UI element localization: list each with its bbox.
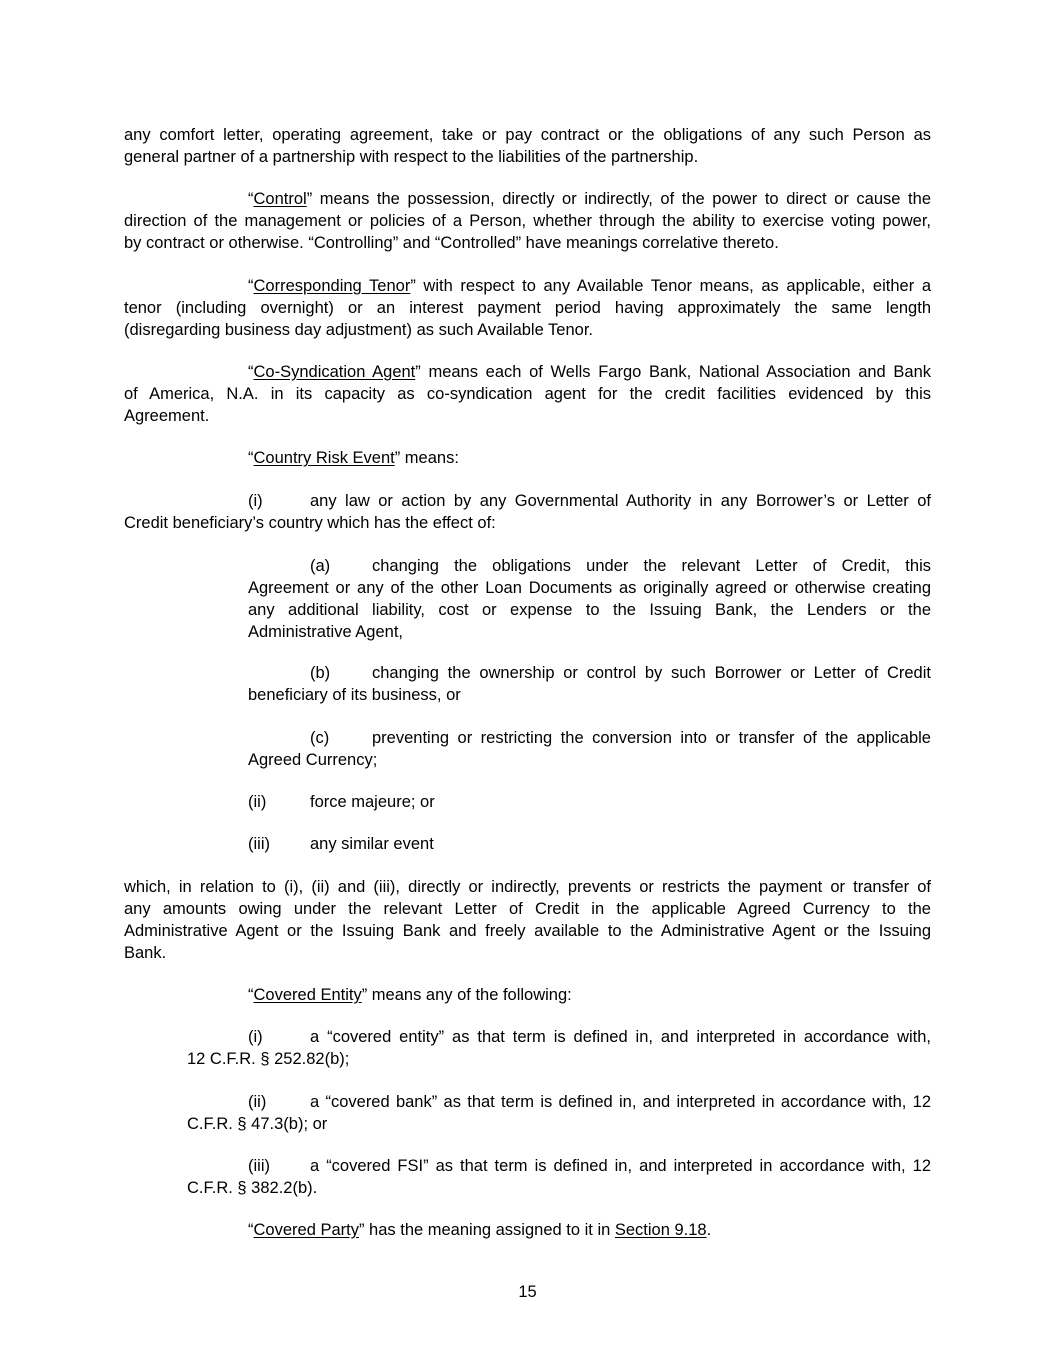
text-line [187, 1091, 931, 1113]
definition-text: ” means any of the following: [361, 986, 572, 1004]
definition-control [124, 188, 931, 254]
subclause-a [248, 555, 931, 643]
clause-text: force majeure; or [310, 793, 435, 811]
definition-country-risk-event [248, 447, 931, 469]
clause-label: (iii) [248, 835, 270, 853]
definition-text: ” with respect to any Available Tenor means, as applicable, either a [410, 277, 931, 295]
clause-ii [248, 791, 931, 813]
text-line: “Country Risk Event” means: [248, 449, 459, 467]
definition-text: . [706, 1221, 712, 1239]
definition-corresponding-tenor [124, 275, 931, 341]
text-line: any additional liability, cost or expense to the Issuing Bank, the Lenders or the [248, 601, 931, 619]
covered-entity-clause-ii [187, 1091, 931, 1135]
text-line: “Corresponding Tenor” with respect to any Available Tenor means, as applicable, either a [248, 277, 931, 295]
text-line [187, 1155, 931, 1177]
clause-label: (a) [310, 557, 331, 575]
clause-iii [248, 833, 931, 855]
definition-co-syndication-agent [124, 361, 931, 427]
clause-text: changing the obligations under the relevant Letter of Credit, this [372, 557, 931, 575]
text-line [248, 833, 931, 855]
clause-text: a “covered entity” as that term is defined in, and interpreted in accordance with, [310, 1028, 931, 1046]
clause-text: a “covered FSI” as that term is defined in, and interpreted in accordance with, 12 [310, 1157, 931, 1175]
definition-text: ” means each of Wells Fargo Bank, National Association and Bank [415, 363, 932, 381]
covered-entity-clause-i [187, 1026, 931, 1070]
clause-text: changing the ownership or control by such Borrower or Letter of Credit [372, 664, 931, 682]
clause-label: (c) [310, 729, 330, 747]
definition-text: ” means the possession, directly or indirectly, of the power to direct or cause the [306, 190, 931, 208]
text-line: Administrative Agent or the Issuing Bank and freely available to the Administrative Agent or the Issuing [124, 922, 931, 940]
subclause-b [248, 662, 931, 706]
text-line: “Covered Entity” means any of the following: [248, 986, 572, 1004]
paragraph-which [124, 876, 931, 964]
text-line: which, in relation to (i), (ii) and (iii), directly or indirectly, prevents or restricts the payment or transfer of [124, 878, 931, 896]
defined-term: Co-Syndication Agent [253, 363, 416, 381]
text-line: any amounts owing under the relevant Letter of Credit in the applicable Agreed Currency to the [124, 900, 931, 918]
clause-text: any similar event [310, 835, 434, 853]
text-line: general partner of a partnership with respect to the liabilities of the partnership. [124, 148, 699, 166]
clause-text: preventing or restricting the conversion into or transfer of the applicable [372, 729, 931, 747]
clause-label: (ii) [248, 1093, 267, 1111]
definition-covered-entity [248, 984, 931, 1006]
definition-covered-party [248, 1219, 931, 1241]
text-line: 12 C.F.R. § 252.82(b); [187, 1050, 350, 1068]
text-line: “Control” means the possession, directly or indirectly, of the power to direct or cause the [248, 190, 931, 208]
text-line: “Covered Party” has the meaning assigned to it in Section 9.18. [248, 1221, 712, 1239]
text-line: by contract or otherwise. “Controlling” and “Controlled” have meanings correlative thereto. [124, 234, 779, 252]
subclause-c [248, 727, 931, 771]
page-number: 15 [518, 1283, 537, 1301]
clause-text: any law or action by any Governmental Authority in any Borrower’s or Letter of [310, 492, 931, 510]
text-line: any comfort letter, operating agreement, take or pay contract or the obligations of any such Person as [124, 126, 931, 144]
clause-label: (b) [310, 664, 331, 682]
clause-label: (i) [248, 492, 263, 510]
clause-label: (ii) [248, 793, 267, 811]
text-line [187, 1026, 931, 1048]
text-line: C.F.R. § 382.2(b). [187, 1179, 318, 1197]
defined-term: Covered Party [253, 1221, 359, 1239]
paragraph-continuation [124, 124, 931, 168]
text-line: Administrative Agent, [248, 623, 403, 641]
text-line: Agreement or any of the other Loan Documents as originally agreed or otherwise creating [248, 579, 931, 597]
text-line: (disregarding business day adjustment) as such Available Tenor. [124, 321, 594, 339]
text-line [248, 791, 931, 813]
text-line: Credit beneficiary’s country which has the effect of: [124, 514, 496, 532]
clause-label: (i) [248, 1028, 263, 1046]
text-line: Bank. [124, 944, 167, 962]
text-line: tenor (including overnight) or an interest payment period having approximately the same length [124, 299, 931, 317]
clause-i [124, 490, 931, 534]
defined-term: Country Risk Event [253, 449, 395, 467]
definition-text: ” has the meaning assigned to it in [358, 1221, 615, 1239]
text-line: C.F.R. § 47.3(b); or [187, 1115, 328, 1133]
text-line [248, 555, 931, 577]
text-line: “Co-Syndication Agent” means each of Wells Fargo Bank, National Association and Bank [248, 363, 932, 381]
definition-text: ” means: [394, 449, 459, 467]
text-line [248, 727, 931, 749]
text-line [124, 490, 931, 512]
text-line: of America, N.A. in its capacity as co-syndication agent for the credit facilities evidenced by this [124, 385, 931, 403]
clause-label: (iii) [248, 1157, 270, 1175]
defined-term: Corresponding Tenor [253, 277, 411, 295]
text-line: Agreement. [124, 407, 210, 425]
covered-entity-clause-iii [187, 1155, 931, 1199]
text-line: beneficiary of its business, or [248, 686, 461, 704]
clause-text: a “covered bank” as that term is defined in, and interpreted in accordance with, 12 [310, 1093, 931, 1111]
text-line: direction of the management or policies of a Person, whether through the ability to exercise voting power, [124, 212, 931, 230]
defined-term: Control [253, 190, 307, 208]
text-line [248, 662, 931, 684]
defined-term: Covered Entity [253, 986, 362, 1004]
section-reference: Section 9.18 [614, 1221, 707, 1239]
text-line: Agreed Currency; [248, 751, 378, 769]
